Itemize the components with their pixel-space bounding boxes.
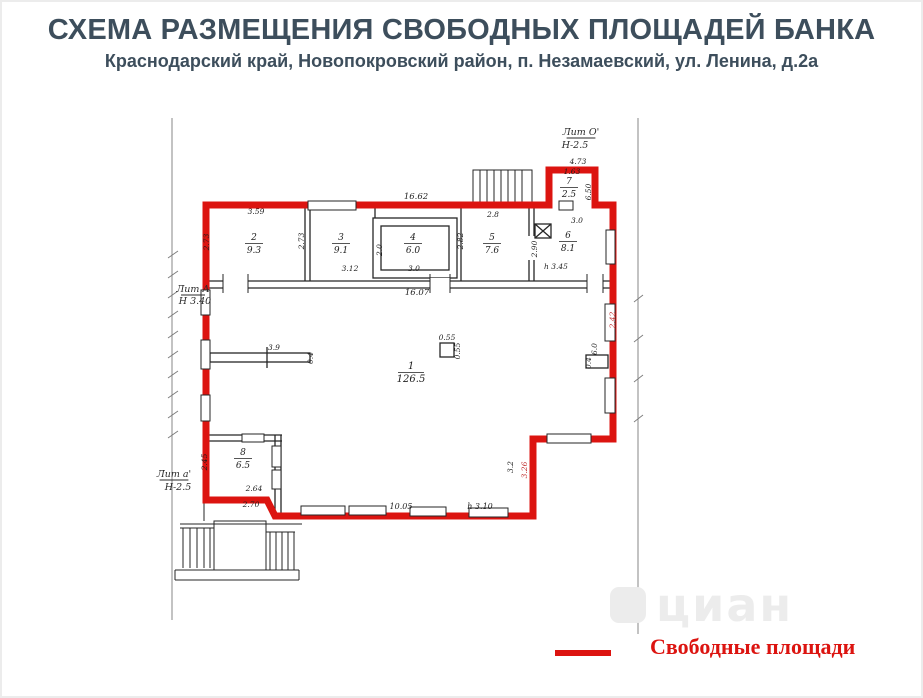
dimension-label: 6.50	[584, 183, 593, 201]
room-area-label: 6.5	[235, 461, 251, 471]
dimension-label: 1.63	[563, 167, 581, 176]
liter-annotation: Лит А	[176, 284, 210, 295]
page-title: СХЕМА РАЗМЕЩЕНИЯ СВОБОДНЫХ ПЛОЩАДЕЙ БАНКА	[47, 14, 876, 46]
room-number-label: 2	[251, 233, 257, 243]
dimension-label: 2.0	[375, 244, 384, 256]
room-number-label: 5	[489, 233, 495, 243]
dimension-label: 3.12	[341, 264, 359, 273]
liter-annotation: Н-2.5	[164, 482, 192, 493]
page-subtitle: Краснодарский край, Новопокровский район, п. Незамаевский, ул. Ленина, д.2а	[104, 51, 819, 72]
dimension-label: 0.4	[306, 352, 315, 364]
watermark-logo-icon	[610, 587, 646, 623]
legend	[555, 634, 895, 674]
dimension-label: 0.4	[584, 357, 593, 369]
dimension-label: 3.0	[571, 216, 583, 225]
dimension-label: 2.45	[200, 453, 209, 471]
dimension-label: 3.0	[408, 264, 420, 273]
room-number-label: 6	[565, 231, 571, 241]
dimension-label: 2.70	[242, 500, 260, 509]
room-number-label: 1	[407, 361, 415, 372]
dimension-label: 3.59	[247, 207, 265, 216]
dimension-label: 16.62	[403, 192, 429, 202]
room-area-label: 7.6	[484, 246, 500, 256]
room-number-label: 3	[338, 233, 344, 243]
liter-annotation: Н-2.5	[561, 140, 589, 151]
legend-red-line	[555, 650, 611, 656]
room-number-label: 8	[240, 448, 246, 458]
room-number-label: 7	[566, 177, 572, 187]
column-marker	[440, 343, 454, 357]
legend-label: Свободные площади	[650, 634, 856, 659]
dimension-label: 2.90	[530, 240, 539, 258]
dimension-label: 3.9	[268, 343, 280, 352]
dimension-label: 3.26	[520, 461, 529, 479]
dimension-label: 2.42	[608, 311, 617, 329]
room-number-label: 4	[410, 233, 416, 243]
stairs-top	[473, 170, 532, 204]
room-area-label: 2.5	[561, 190, 577, 200]
watermark	[610, 578, 793, 632]
dimension-label: 0.55	[438, 333, 456, 342]
dimension-label: 10.05	[389, 502, 413, 511]
room-area-label: 9.3	[246, 246, 262, 256]
dimension-label: h 3.10	[467, 502, 493, 511]
liter-annotation: Лит О'	[562, 127, 600, 138]
dimension-label: 2.64	[245, 484, 263, 493]
wall-stub-left	[210, 353, 310, 362]
dimension-label: 2.82	[456, 232, 465, 250]
plan-room-labels	[234, 177, 578, 471]
plan-dimension-labels	[200, 157, 617, 511]
liter-annotation: Н 3.40	[178, 296, 212, 307]
dimension-label: 4.73	[569, 157, 587, 166]
dimension-label: 2.8	[487, 210, 499, 219]
room-area-label: 8.1	[560, 244, 576, 254]
room-area-label: 126.5	[396, 374, 426, 385]
dimension-label: 0.55	[453, 342, 462, 360]
crossed-box-symbol	[535, 224, 551, 238]
dimension-label: 16.07	[404, 288, 430, 298]
watermark-text: циан	[656, 578, 794, 632]
dimension-label: 2.73	[202, 233, 211, 251]
room-area-label: 6.0	[405, 246, 421, 256]
dimension-label: 6.0	[590, 343, 599, 355]
dimension-label: 3.2	[506, 461, 515, 473]
dimension-label: h 3.45	[544, 262, 568, 271]
dimension-label: 2.73	[297, 232, 306, 250]
liter-annotation: Лит а'	[156, 469, 192, 480]
room-area-label: 9.1	[333, 246, 349, 256]
